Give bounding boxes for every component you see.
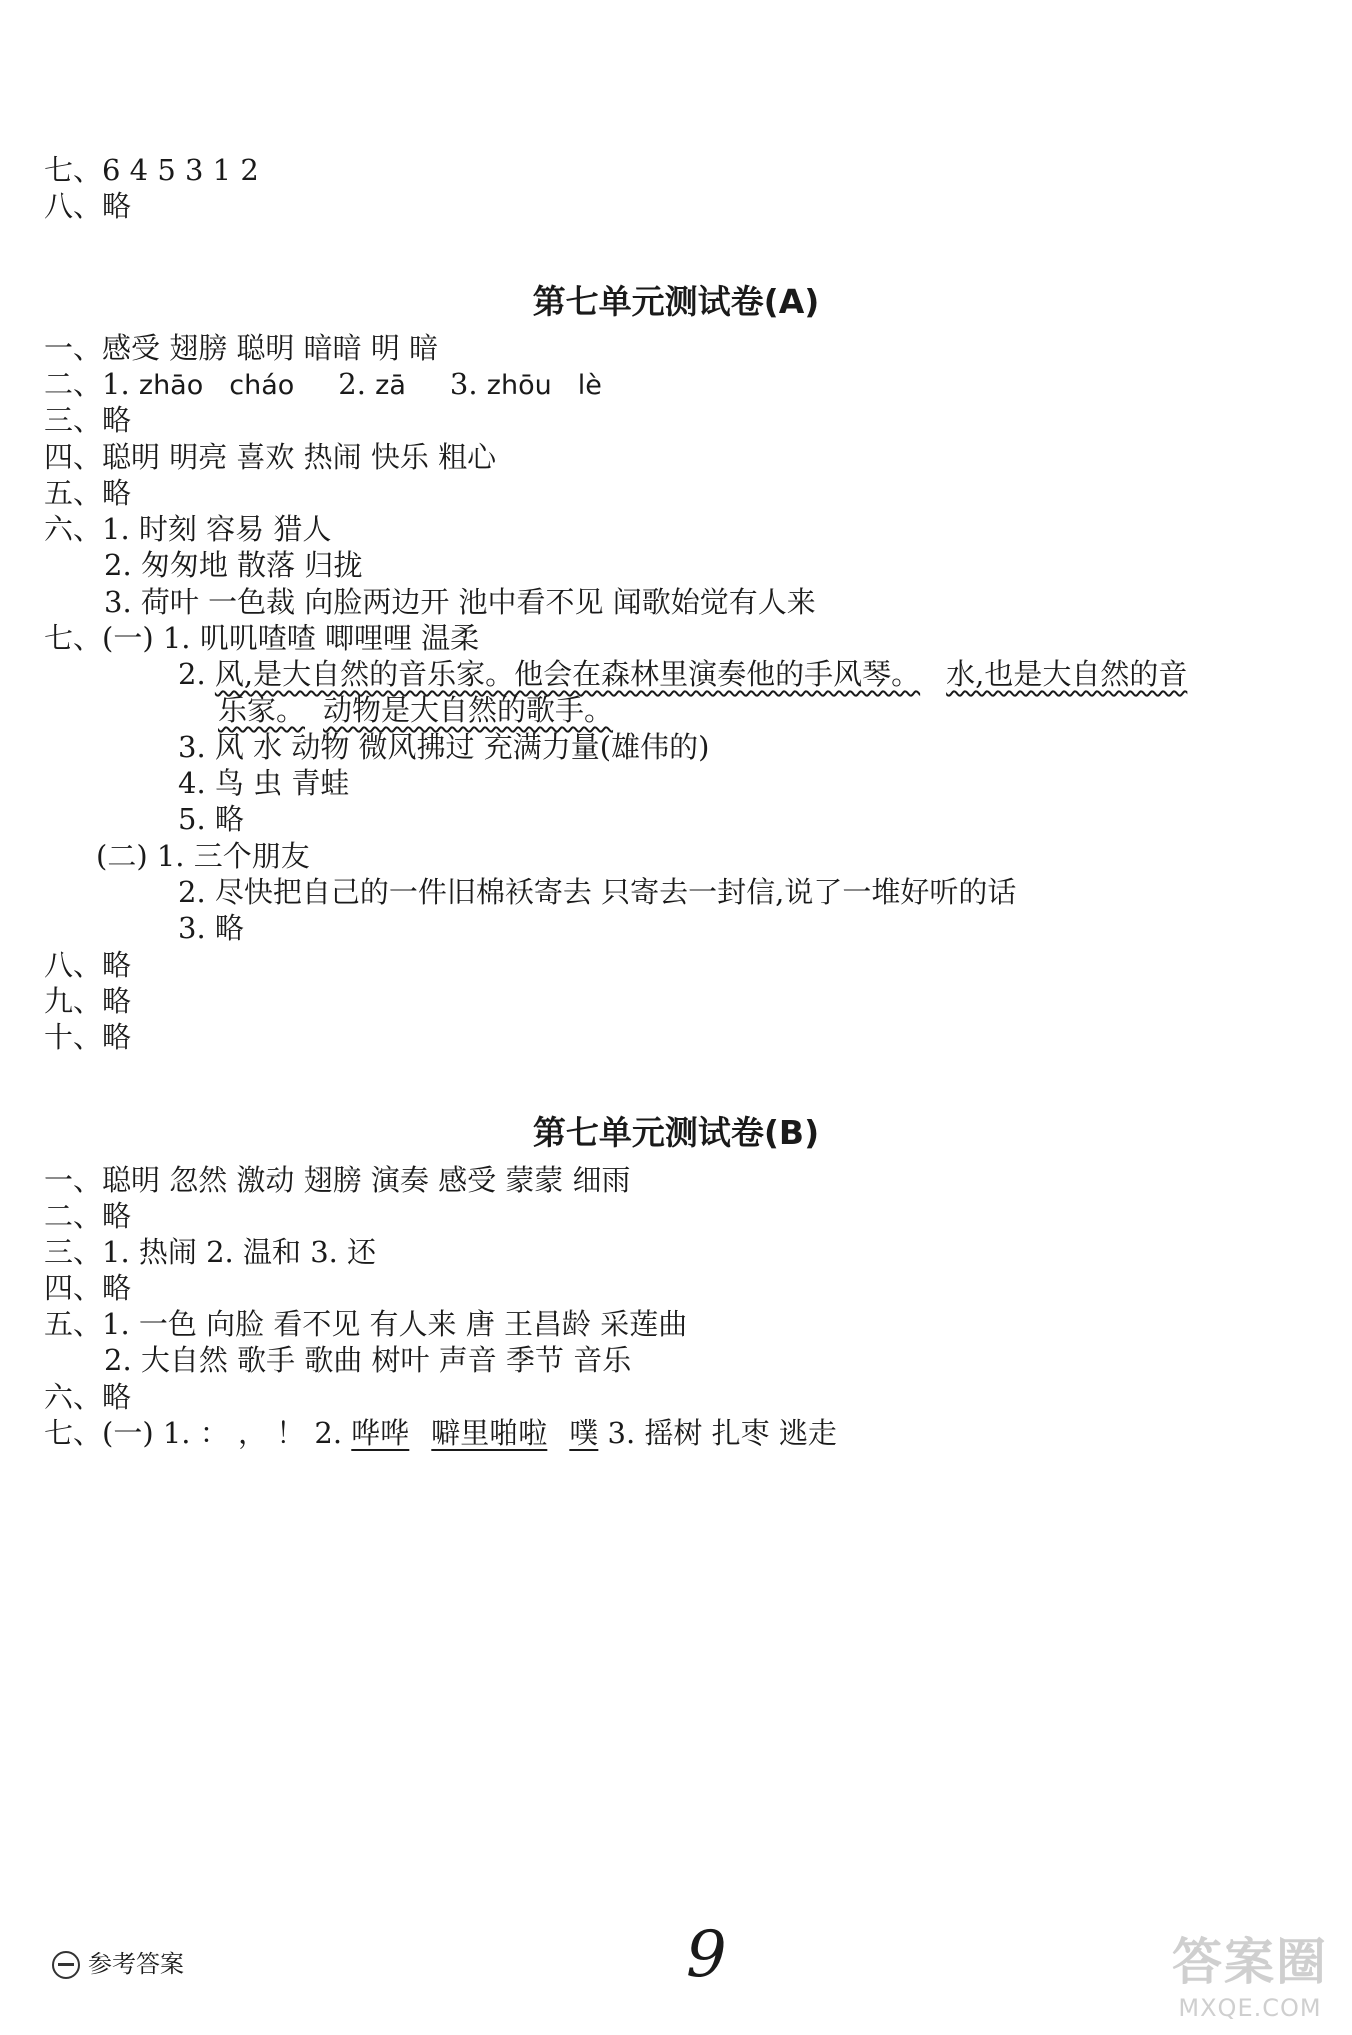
b-q5-2: 2. 大自然 歌手 歌曲 树叶 声音 季节 音乐 <box>104 1343 632 1377</box>
section-a-title: 第七单元测试卷(A) <box>532 282 820 321</box>
a-q2-pinyin-3: zā <box>375 370 406 401</box>
a-q2-pinyin-4: zhōu <box>486 370 552 401</box>
a-q2-pinyin-1: zhāo <box>138 370 204 401</box>
b-q2: 二、略 <box>44 1199 132 1233</box>
a-q7-1-5: 5. 略 <box>178 802 244 836</box>
b-q7-word-1: 哗哗 <box>351 1416 410 1450</box>
b-q7-rest: 3. 摇树 扎枣 逃走 <box>598 1416 837 1450</box>
a-q7-1-2-sentence-water: 水,也是大自然的音 <box>946 657 1188 691</box>
a-q2-pinyin-5: lè <box>577 370 602 401</box>
handwritten-page-number: 9 <box>686 1918 727 1992</box>
b-q4: 四、略 <box>44 1271 132 1305</box>
b-q3: 三、1. 热闹 2. 温和 3. 还 <box>44 1235 377 1269</box>
section-b-title: 第七单元测试卷(B) <box>532 1113 820 1152</box>
a-q9: 九、略 <box>44 984 132 1018</box>
a-q7-2-3: 3. 略 <box>178 911 244 945</box>
b-q7-word-3: 噗 <box>569 1416 599 1450</box>
a-q5: 五、略 <box>44 476 132 510</box>
a-q2-num-3: 3. <box>449 367 487 401</box>
a-q7-1-3: 3. 风 水 动物 微风拂过 充满力量(雄伟的) <box>178 730 710 764</box>
a-q7-1-2-sentence-animals: 动物是大自然的歌手。 <box>323 693 614 727</box>
b-q7-prefix: 七、(一) 1. ： ， ！ 2. <box>44 1416 352 1450</box>
a-q7-1-4: 4. 鸟 虫 青蛙 <box>178 766 350 800</box>
a-q7-1-1: 七、(一) 1. 叽叽喳喳 唧哩哩 温柔 <box>44 621 480 655</box>
a-q3: 三、略 <box>44 403 132 437</box>
b-q7-word-2: 噼里啪啦 <box>431 1416 548 1450</box>
a-q7-1-2-line2 <box>218 693 613 727</box>
a-q2-prefix: 二、1. <box>44 367 139 401</box>
a-q8: 八、略 <box>44 948 132 982</box>
a-q7-1-2-sentence-wind: 风,是大自然的音乐家。他会在森林里演奏他的手风琴。 <box>214 657 921 691</box>
a-q6-3: 3. 荷叶 一色裁 向脸两边开 池中看不见 闻歌始觉有人来 <box>104 585 816 619</box>
a-q4: 四、聪明 明亮 喜欢 热闹 快乐 粗心 <box>44 440 497 474</box>
a-q7-2-2: 2. 尽快把自己的一件旧棉袄寄去 只寄去一封信,说了一堆好听的话 <box>178 875 1017 909</box>
b-q1: 一、聪明 忽然 激动 翅膀 演奏 感受 蒙蒙 细雨 <box>44 1163 631 1197</box>
answer-line-8: 八、略 <box>44 189 132 223</box>
a-q2 <box>44 367 602 403</box>
a-q2-num-2: 2. <box>338 367 376 401</box>
footer-label: 参考答案 <box>52 1944 184 1979</box>
a-q7-1-2-line1: 2. 风,是大自然的音乐家。他会在森林里演奏他的手风琴。 水,也是大自然的音 <box>178 657 1188 691</box>
b-q6: 六、略 <box>44 1380 132 1414</box>
a-q10: 十、略 <box>44 1020 132 1054</box>
answer-badge-icon <box>52 1951 80 1979</box>
watermark <box>1172 1922 1328 2022</box>
watermark-logo: 答案圈 <box>1172 1933 1328 1991</box>
a-q6-1: 六、1. 时刻 容易 猎人 <box>44 512 332 546</box>
a-q2-pinyin-2: cháo <box>229 370 295 401</box>
b-q7 <box>44 1416 837 1450</box>
a-q7-2-1: (二) 1. 三个朋友 <box>96 839 310 873</box>
a-q1: 一、感受 翅膀 聪明 暗暗 明 暗 <box>44 331 439 365</box>
a-q6-2: 2. 匆匆地 散落 归拢 <box>104 548 363 582</box>
watermark-url: MXQE.COM <box>1178 1994 1322 2022</box>
b-q5-1: 五、1. 一色 向脸 看不见 有人来 唐 王昌龄 采莲曲 <box>44 1307 688 1341</box>
answer-line-7: 七、6 4 5 3 1 2 <box>44 153 259 187</box>
a-q7-1-2-sentence-water-end: 乐家。 <box>218 693 306 727</box>
